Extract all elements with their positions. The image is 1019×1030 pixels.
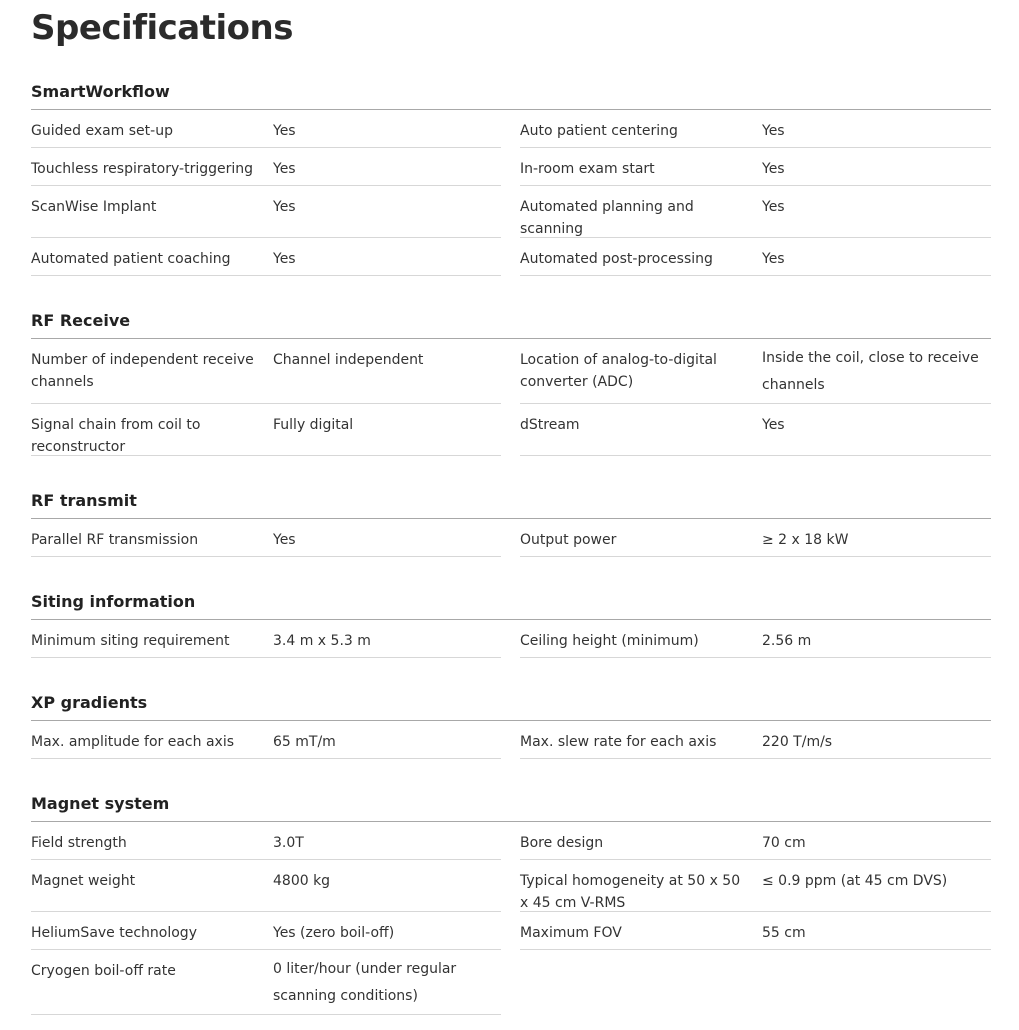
spec-label: Touchless respiratory-triggering	[31, 161, 254, 177]
spec-item	[31, 339, 501, 404]
spec-item	[31, 860, 501, 912]
spec-label: Typical homogeneity at 50 x 50 x 45 cm V-RMS	[520, 873, 741, 911]
section-title: SmartWorkflow	[31, 80, 991, 110]
spec-item	[520, 822, 991, 860]
spec-label: Bore design	[520, 835, 604, 851]
spec-label: Max. amplitude for each axis	[31, 734, 234, 750]
spec-item	[31, 238, 501, 276]
spec-item	[31, 950, 501, 1015]
section-title: RF transmit	[31, 489, 991, 519]
spec-item	[31, 404, 501, 456]
spec-row	[31, 912, 991, 950]
spec-value: Yes	[762, 123, 785, 139]
section-magnet-system	[31, 792, 991, 1015]
spec-row	[31, 620, 991, 658]
spec-item	[520, 186, 991, 238]
spec-item	[31, 721, 501, 759]
spec-value: Inside the coil, close to receive channels	[762, 350, 979, 393]
spec-value: 65 mT/m	[273, 734, 336, 750]
spec-row	[31, 110, 991, 148]
spec-value: ≥ 2 x 18 kW	[762, 532, 849, 548]
spec-item	[520, 110, 991, 148]
spec-label: Signal chain from coil to reconstructor	[31, 417, 201, 455]
spec-row	[31, 822, 991, 860]
section-smartworkflow	[31, 80, 991, 276]
spec-value: Yes	[273, 532, 296, 548]
spec-row	[31, 339, 991, 404]
spec-row	[31, 148, 991, 186]
spec-value: 0 liter/hour (under regular scanning conditions)	[273, 961, 457, 1004]
spec-label: Automated planning and scanning	[520, 199, 694, 237]
spec-value: 55 cm	[762, 925, 806, 941]
spec-item	[520, 238, 991, 276]
spec-value: Yes	[762, 417, 785, 433]
spec-item	[31, 186, 501, 238]
spec-value: Fully digital	[273, 417, 354, 433]
section-title: XP gradients	[31, 691, 991, 721]
section-title: Siting information	[31, 590, 991, 620]
section-rf-transmit	[31, 489, 991, 557]
spec-value: Yes	[273, 161, 296, 177]
spec-label: Automated post-processing	[520, 251, 713, 267]
spec-label: Ceiling height (minimum)	[520, 633, 699, 649]
spec-label: Cryogen boil-off rate	[31, 963, 176, 979]
spec-item	[520, 860, 991, 912]
spec-value: 3.4 m x 5.3 m	[273, 633, 371, 649]
spec-label: Parallel RF transmission	[31, 532, 199, 548]
spec-label: Magnet weight	[31, 873, 136, 889]
spec-item	[520, 721, 991, 759]
spec-label: Max. slew rate for each axis	[520, 734, 717, 750]
spec-item	[31, 822, 501, 860]
spec-value: Yes	[762, 161, 785, 177]
spec-value: 220 T/m/s	[762, 734, 833, 750]
spec-item	[31, 620, 501, 658]
spec-label: Location of analog-to-digital converter (ADC)	[520, 352, 717, 390]
spec-label: Number of independent receive channels	[31, 352, 254, 390]
spec-row	[31, 404, 991, 456]
spec-value: 3.0T	[273, 835, 304, 851]
page-title: Specifications	[31, 8, 293, 48]
spec-label: Output power	[520, 532, 617, 548]
spec-label: dStream	[520, 417, 580, 433]
section-xp-gradients	[31, 691, 991, 759]
spec-value: ≤ 0.9 ppm (at 45 cm DVS)	[762, 873, 948, 889]
spec-value: Channel independent	[273, 352, 424, 368]
spec-item	[520, 148, 991, 186]
spec-item	[520, 404, 991, 456]
spec-value: 2.56 m	[762, 633, 812, 649]
spec-item	[31, 110, 501, 148]
spec-row	[31, 238, 991, 276]
section-rf-receive	[31, 309, 991, 456]
spec-item	[520, 339, 991, 404]
section-title: RF Receive	[31, 309, 991, 339]
spec-value: Yes	[273, 123, 296, 139]
spec-value: Yes (zero boil-off)	[273, 925, 395, 941]
spec-item	[520, 620, 991, 658]
spec-value: Yes	[762, 251, 785, 267]
spec-row	[31, 186, 991, 238]
section-siting-information	[31, 590, 991, 658]
spec-row	[31, 721, 991, 759]
spec-row	[31, 860, 991, 912]
spec-item	[520, 519, 991, 557]
spec-row	[31, 519, 991, 557]
spec-value: Yes	[273, 199, 296, 215]
spec-item	[31, 519, 501, 557]
spec-item	[31, 912, 501, 950]
spec-label: Maximum FOV	[520, 925, 622, 941]
spec-label: Minimum siting requirement	[31, 633, 230, 649]
spec-label: Automated patient coaching	[31, 251, 231, 267]
spec-item	[520, 912, 991, 950]
spec-label: In-room exam start	[520, 161, 655, 177]
spec-label: HeliumSave technology	[31, 925, 197, 941]
section-title: Magnet system	[31, 792, 991, 822]
spec-value: Yes	[273, 251, 296, 267]
spec-value: 70 cm	[762, 835, 806, 851]
spec-row	[31, 950, 991, 1015]
spec-label: Guided exam set-up	[31, 123, 173, 139]
spec-value: 4800 kg	[273, 873, 331, 889]
spec-value: Yes	[762, 199, 785, 215]
spec-label: ScanWise Implant	[31, 199, 157, 215]
spec-item	[31, 148, 501, 186]
spec-label: Field strength	[31, 835, 127, 851]
spec-label: Auto patient centering	[520, 123, 678, 139]
